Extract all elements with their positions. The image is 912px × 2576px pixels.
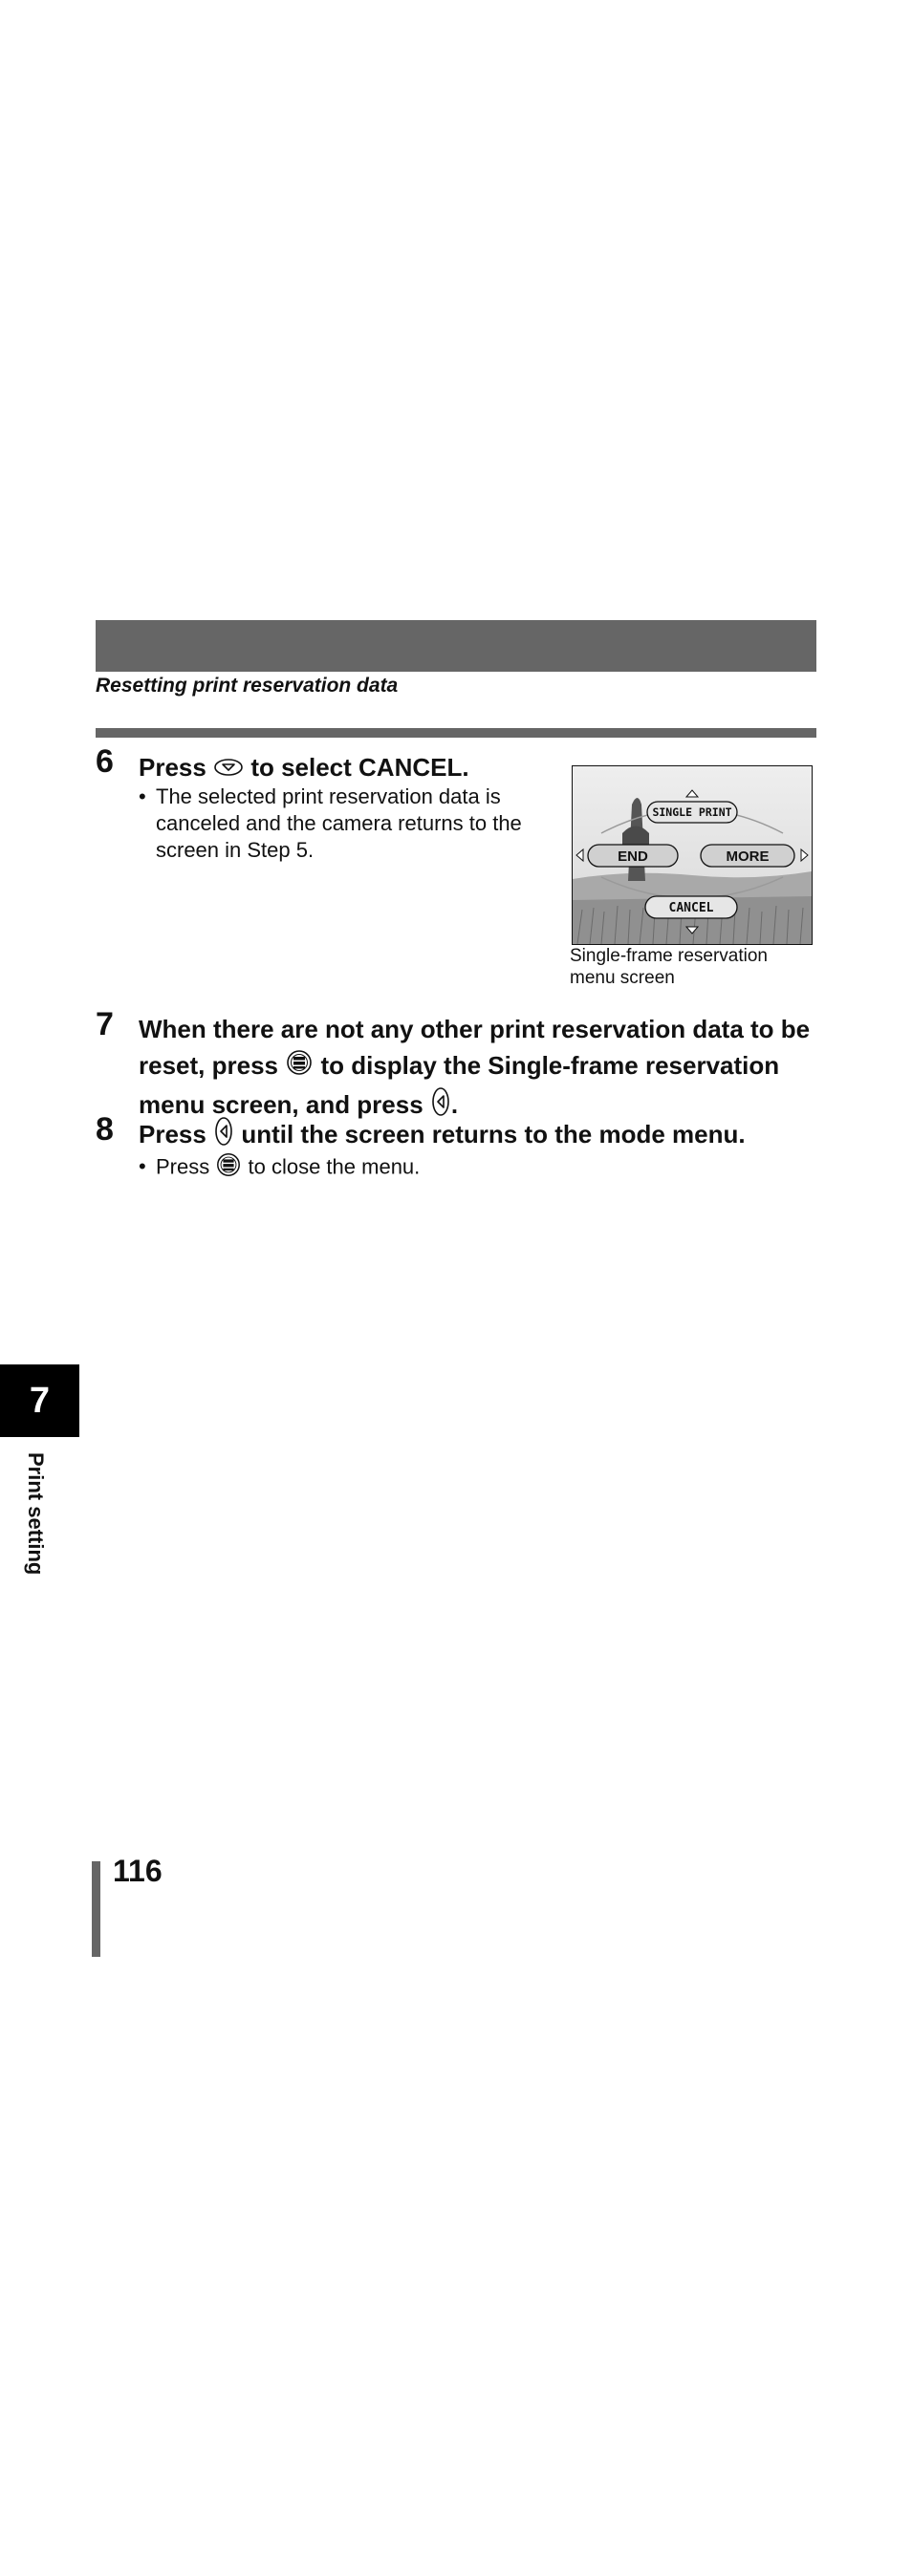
screen-caption [570,945,818,989]
step-6-bullet: • The selected print reservation data is canceled and the camera returns to the screen in Step 5. [139,784,522,862]
step-6-number: 6 [96,743,114,780]
step-8-title [139,1116,746,1156]
step-7-title [139,1011,810,1127]
step-6-bullet-line-1: The selected print reservation data is [156,784,501,808]
step-8-bullet-press: Press [156,1154,210,1179]
section-divider [96,728,816,738]
step-6-title [139,749,469,787]
step-7-number: 7 [96,1006,114,1042]
section-title: Resetting print reservation data [96,675,399,697]
camera-menu-screen-image [572,765,813,945]
header-bar [96,620,816,672]
step-8-bullet: • Press to close the menu. [139,1151,420,1185]
screen-label-cancel: CANCEL [668,901,714,915]
step-8-press-text: Press [139,1120,206,1148]
step-6-press-text: Press [139,753,206,782]
step-7-line-2-text: to display the Single-frame reservation [320,1051,780,1080]
screen-label-end: END [618,848,648,865]
arrow-pad-left-icon [213,1116,234,1156]
step-6-bullet-line-3: screen in Step 5. [156,838,315,862]
step-7-line-3-text: menu screen, and press [139,1090,423,1120]
chapter-number: 7 [29,1380,51,1421]
screen-label-more: MORE [726,848,770,865]
ok-menu-button-icon [215,1151,242,1185]
chapter-tab [0,1364,79,1437]
chapter-label: Print setting [24,1452,48,1576]
page-number: 116 [113,1854,163,1888]
step-6-title-text: to select CANCEL. [250,753,469,782]
arrow-pad-down-icon [213,751,244,787]
step-8-title-text: until the screen returns to the mode menu. [241,1120,746,1148]
step-7-line-2 [139,1047,810,1086]
step-7-line-3-period: . [450,1090,459,1120]
step-8-number: 8 [96,1111,114,1148]
step-6-bullet-line-2: canceled and the camera returns to the [156,811,522,835]
step-7-line-1: When there are not any other print reservation data to be [139,1015,811,1043]
screen-caption-line-1: Single-frame reservation [570,946,768,966]
step-8-bullet-text: to close the menu. [248,1154,421,1179]
page-number-bar [92,1861,100,1957]
screen-caption-line-2: menu screen [570,968,675,988]
ok-menu-button-icon [285,1048,314,1086]
step-7-press-text: reset, press [139,1051,278,1080]
screen-label-single-print: SINGLE PRINT [652,805,732,819]
